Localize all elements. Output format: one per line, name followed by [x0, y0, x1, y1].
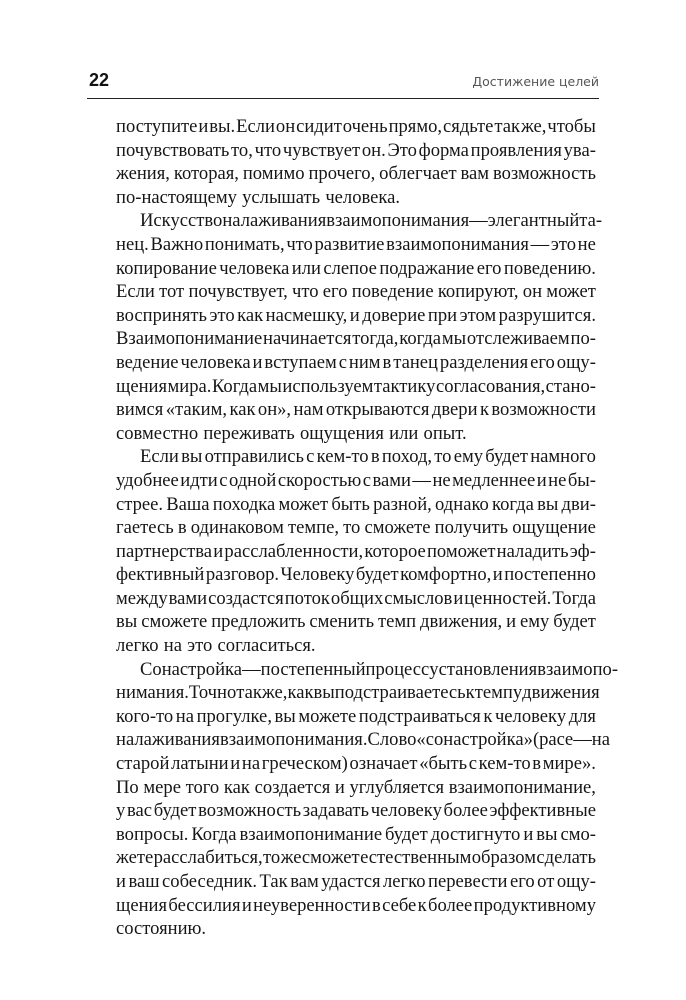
text-line: Если вы отправились с кем-то в поход, то ему будет намного	[140, 446, 596, 468]
text-line: фективный разговор. Человеку будет комфортно, и постепенно	[116, 564, 596, 586]
page-number: 22	[89, 70, 110, 90]
text-line: гаетесь в одинаковом темпе, то сможете получить ощущение	[116, 517, 596, 539]
text-line: между вами создастся поток общих смыслов и ценностей. Тогда	[116, 587, 596, 609]
text-line: жения, которая, помимо прочего, облегчает вам возможность	[116, 163, 596, 185]
text-line: нец. Важно понимать, что развитие взаимопонимания — это не	[116, 233, 596, 255]
running-title: Достижение целей	[472, 74, 599, 89]
text-line: Искусство налаживания взаимопонимания — элегантный та-	[140, 210, 603, 232]
text-line: нимания. Точно так же, как вы подстраиваетесь к темпу движения	[116, 682, 600, 704]
text-line: поступите и вы. Если он сидит очень прямо, сядьте так же, чтобы	[116, 116, 596, 137]
text-line: партнерства и расслабленности, которое поможет наладить эф-	[116, 540, 596, 562]
text-line: вопросы. Когда взаимопонимание будет достигнуто и вы смо-	[116, 823, 596, 845]
text-line: Взаимопонимание начинается тогда, когда мы отслеживаем по-	[116, 328, 596, 350]
text-line: ведение человека и вступаем с ним в танец разделения его ощу-	[116, 351, 596, 373]
text-line: удобнее идти с одной скоростью с вами — не медленнее и не бы-	[116, 469, 596, 491]
text-line: состоянию.	[116, 918, 207, 940]
text-line: старой латыни и на греческом) означает «быть с кем-то в мире».	[116, 753, 596, 775]
text-line: по-настоящему услышать человека.	[116, 186, 401, 208]
text-line: совместно переживать ощущения или опыт.	[116, 422, 467, 444]
text-line: и ваш собеседник. Так вам удастся легко перевести его от ощу-	[116, 871, 596, 892]
running-header	[87, 68, 599, 99]
text-line: Сонастройка — постепенный процесс установления взаимопо-	[140, 658, 619, 680]
text-line: щения бессилия и неуверенности в себе к более продуктивному	[116, 894, 596, 916]
text-line: щения мира. Когда мы используем тактику согласования, стано-	[116, 375, 596, 397]
text-line: кого-то на прогулке, вы можете подстраиваться к человеку для	[116, 705, 596, 727]
text-line: легко на это согласиться.	[116, 635, 316, 657]
text-line: воспринять это как насмешку, и доверие при этом разрушится.	[116, 304, 596, 326]
text-line: копирование человека или слепое подражание его поведению.	[116, 257, 596, 279]
body-text	[116, 115, 619, 941]
text-line: у вас будет возможность задавать человеку более эффективные	[116, 800, 596, 822]
text-line: По мере того как создается и углубляется взаимопонимание,	[116, 776, 596, 798]
text-line: почувствовать то, что чувствует он. Это форма проявления ува-	[116, 139, 596, 161]
text-line: вимся «таким, как он», нам открываются двери к возможности	[116, 399, 596, 421]
text-line: жете расслабиться, то же сможет естественным образом сделать	[116, 847, 596, 869]
text-line: стрее. Ваша походка может быть разной, однако когда вы дви-	[116, 493, 596, 515]
text-line: налаживания взаимопонимания. Слово «сонастройка» (pace — на	[116, 729, 610, 751]
text-line: Если тот почувствует, что его поведение копируют, он может	[116, 281, 596, 303]
text-line: вы сможете предложить сменить темп движения, и ему будет	[116, 611, 596, 633]
